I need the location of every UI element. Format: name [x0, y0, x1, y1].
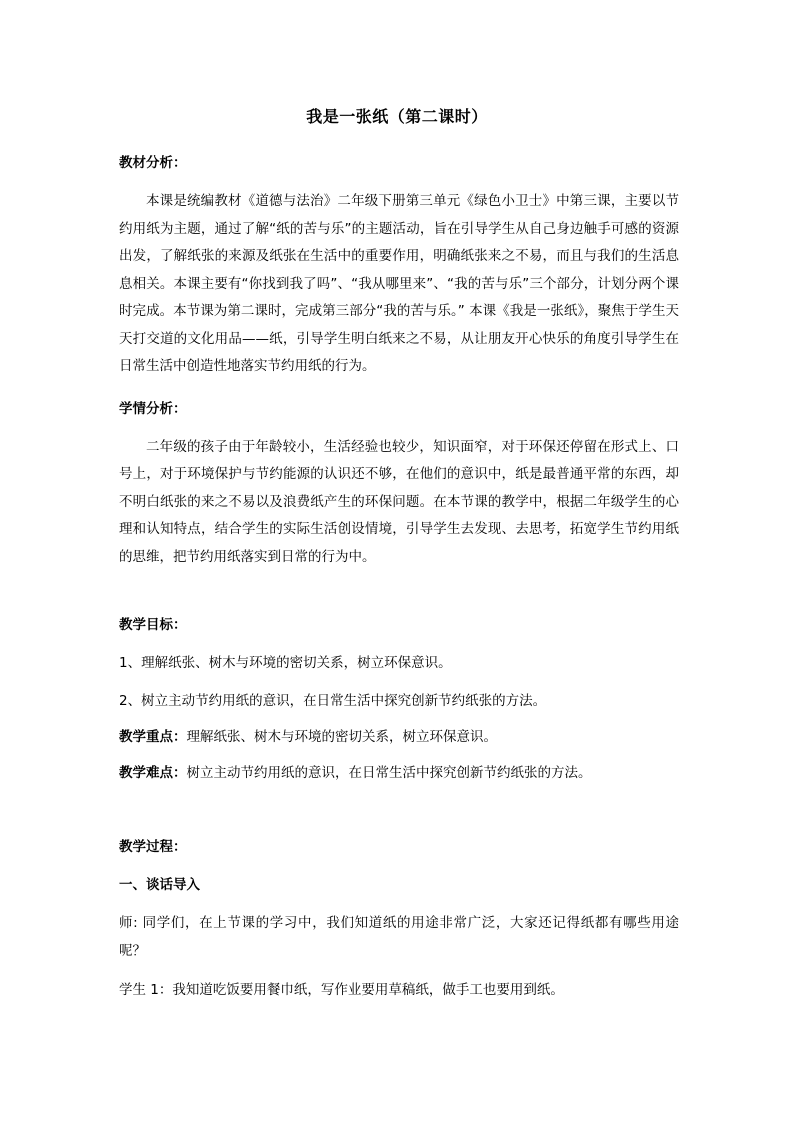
- material-analysis-paragraph: 本课是统编教材《道德与法治》二年级下册第三单元《绿色小卫士》中第三课，主要以节约用纸为主题，通过了解“纸的苦与乐”的主题活动，旨在引导学生从自己身边触手可感的资源出发，了解纸张的来源及纸张在生活中的重要作用，明确纸张来之不易，而且与我们的生活息息相关。本课主要有“你找到我了吗”、“我从哪里来”、“我的苦与乐”三个部分，计划分两个课时完成。本节课为第二课时，完成第三部分“我的苦与乐。” 本课《我是一张纸》，聚焦于学生天天打交道的文化用品——纸，引导学生明白纸来之不易，从让朋友开心快乐的角度引导学生在日常生活中创造性地落实节约用纸的行为。: [119, 193, 679, 374]
- document-title: 我是一张纸（第二课时）: [306, 107, 488, 126]
- step-one-heading: 一、谈话导入: [119, 877, 200, 893]
- key-point-label: 教学重点：: [119, 729, 187, 745]
- difficulty-text: 树立主动节约用纸的意识，在日常生活中探究创新节约纸张的方法。: [186, 765, 592, 781]
- objectives-heading: 教学目标：: [119, 617, 187, 633]
- teacher-line: 师: 同学们，在上节课的学习中，我们知道纸的用途非常广泛，大家还记得纸都有哪些用途呢？: [119, 915, 679, 959]
- student-line: 学生 1：我知道吃饭要用餐巾纸，写作业要用草稿纸，做手工也要用到纸。: [119, 982, 564, 998]
- key-point-line: [119, 726, 679, 748]
- student-analysis-paragraph: 二年级的孩子由于年龄较小，生活经验也较少，知识面窄，对于环保还停留在形式上、口号上，对于环境保护与节约能源的认识还不够，在他们的意识中，纸是最普通平常的东西，却不明白纸张的来之不易以及浪费纸产生的环保问题。在本节课的教学中，根据二年级学生的心理和认知特点，结合学生的实际生活创设情境，引导学生去发现、去思考，拓宽学生节约用纸的思维，把节约用纸落实到日常的行为中。: [119, 438, 679, 565]
- difficulty-line: [119, 762, 679, 784]
- difficulty-label: 教学难点：: [119, 765, 187, 781]
- material-analysis-heading: 教材分析：: [119, 155, 187, 171]
- key-point-text: 理解纸张、树木与环境的密切关系，树立环保意识。: [186, 729, 497, 745]
- document-body: [119, 152, 679, 1001]
- student-analysis-heading: 学情分析：: [119, 400, 187, 417]
- objective-item: 1、理解纸张、树木与环境的密切关系，树立环保意识。: [119, 655, 452, 671]
- process-heading: 教学过程：: [119, 839, 187, 855]
- objective-item: 2、树立主动节约用纸的意识，在日常生活中探究创新节约纸张的方法。: [119, 693, 547, 709]
